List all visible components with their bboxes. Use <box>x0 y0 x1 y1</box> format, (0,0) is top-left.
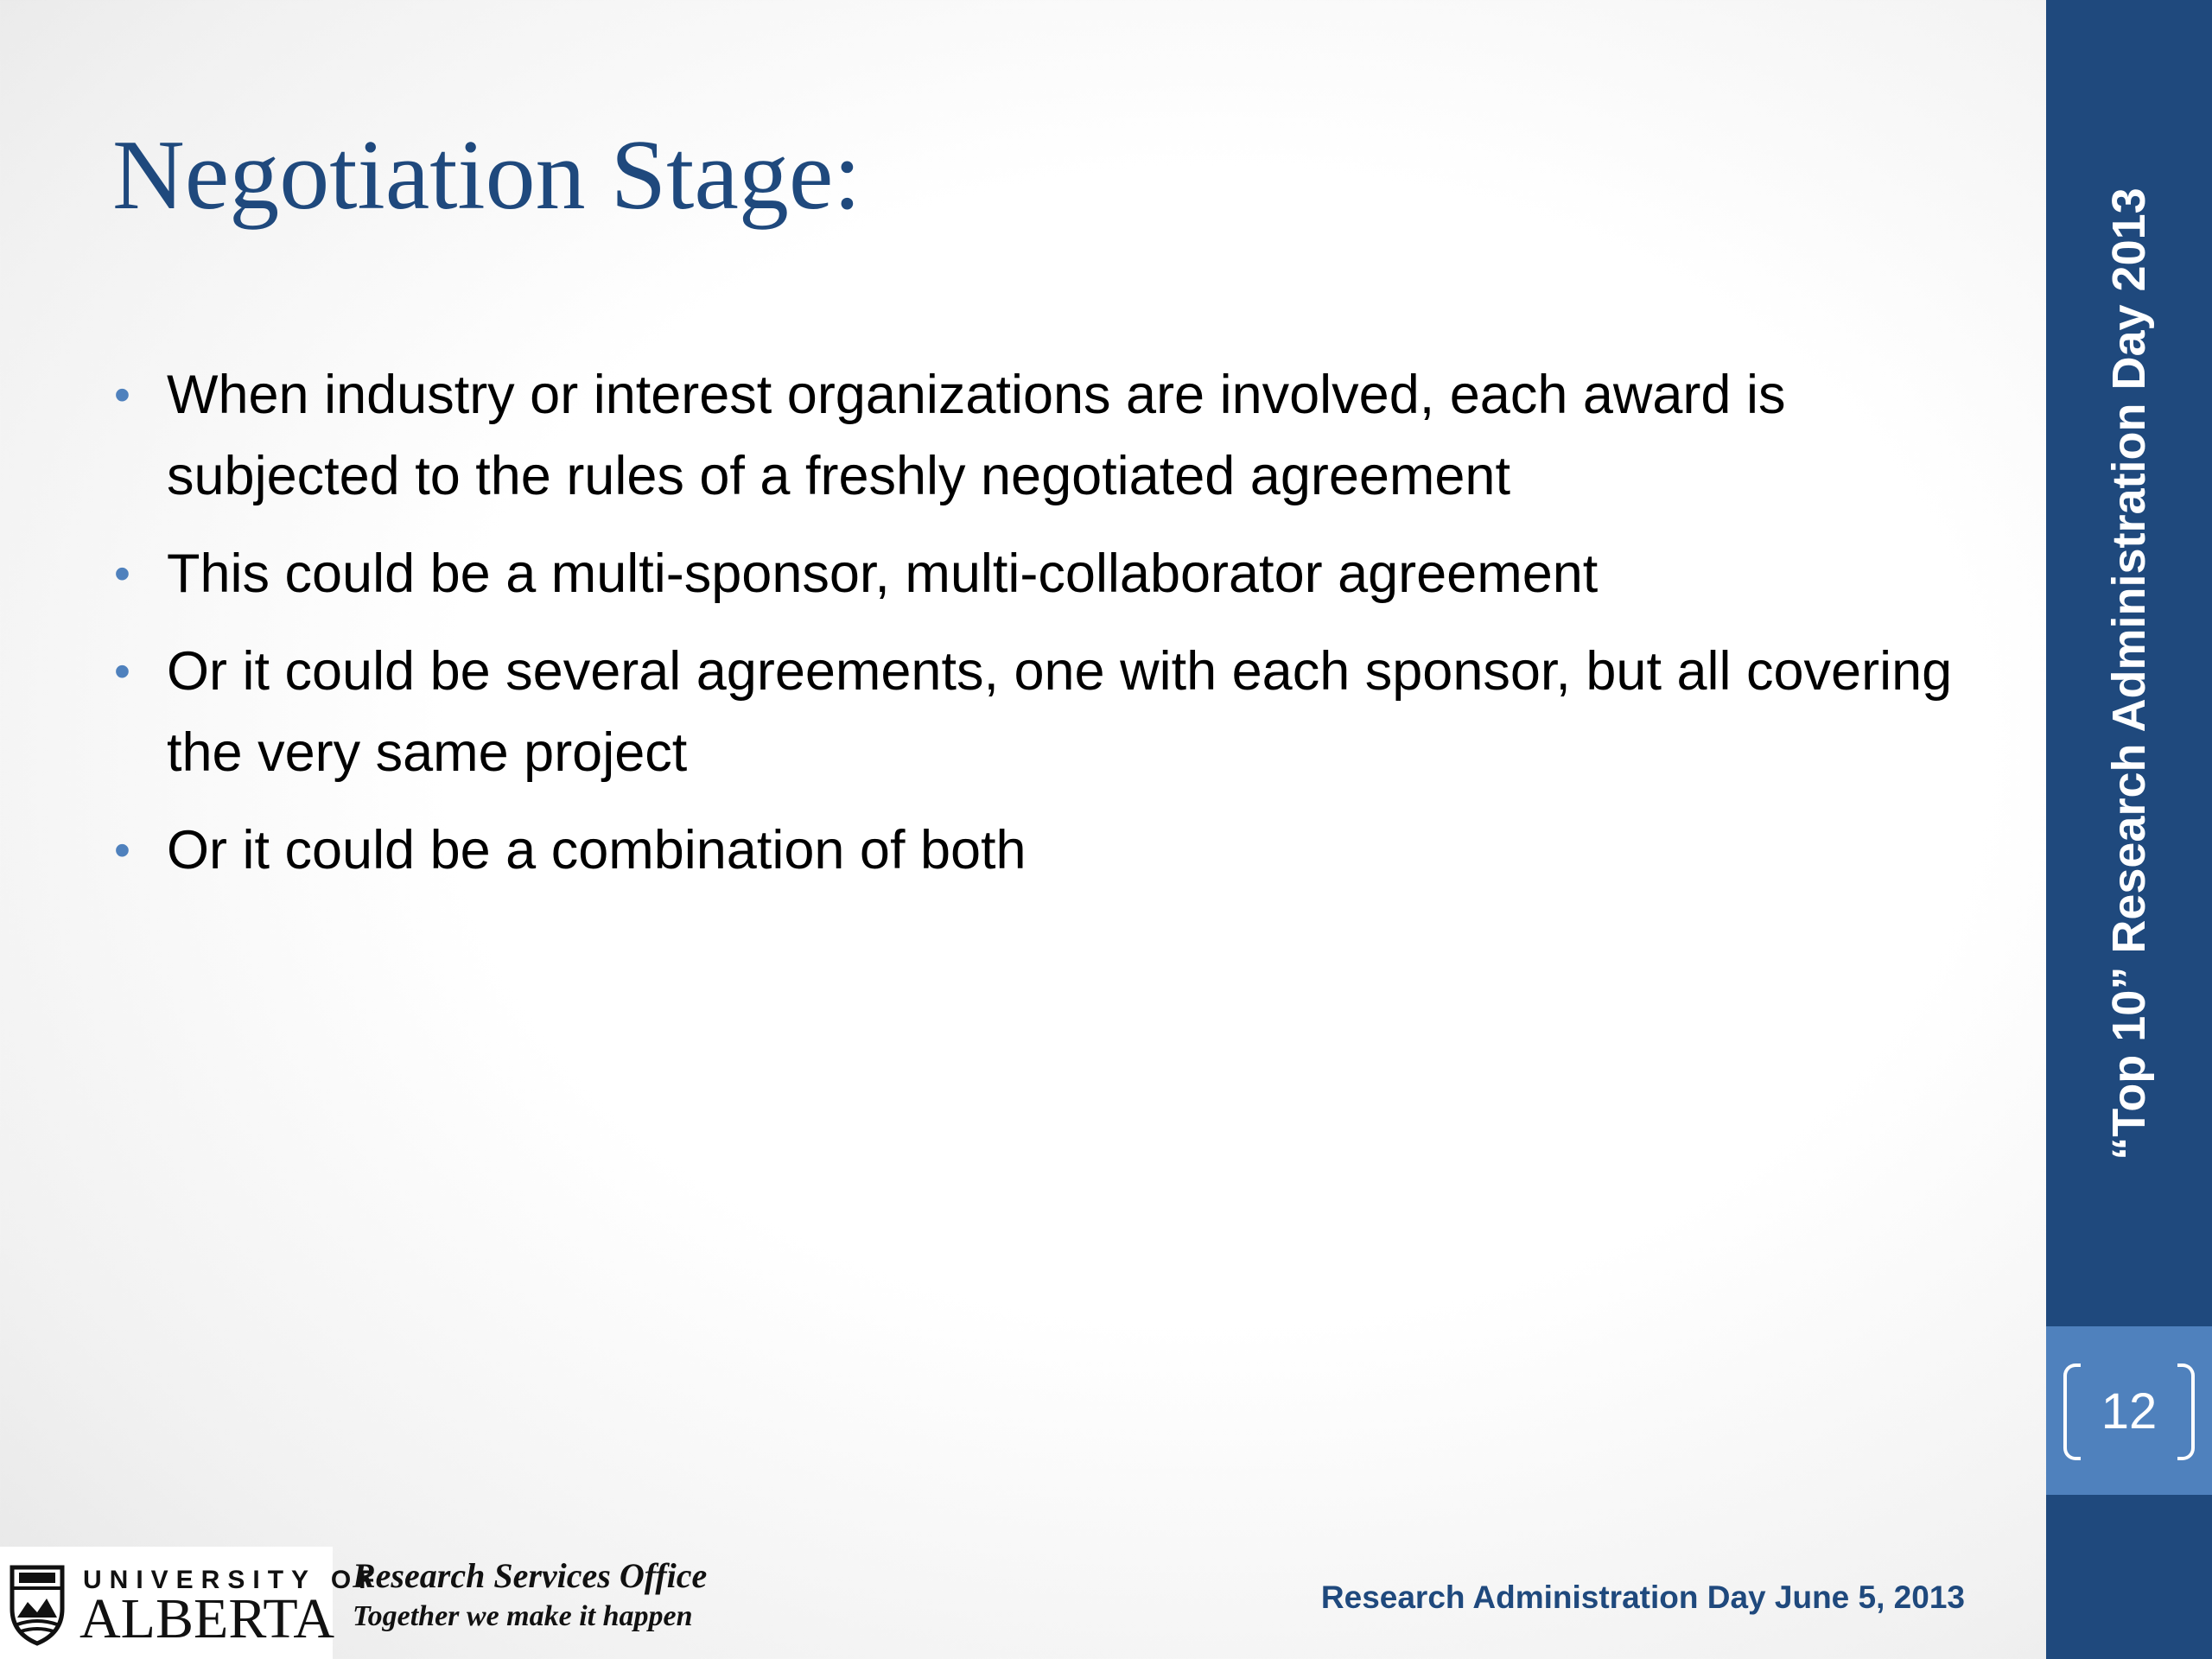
sidebar-title-container <box>2044 173 2212 1175</box>
bullet-item <box>111 533 1977 614</box>
page-number: 12 <box>2101 1383 2158 1440</box>
bullet-text: Or it could be several agreements, one with each sponsor, but all covering the very same project <box>167 641 1953 783</box>
bullet-text: This could be a multi-sponsor, multi-collaborator agreement <box>167 543 1599 604</box>
office-tagline: Together we make it happen <box>353 1600 693 1632</box>
office-name: Research Services Office <box>353 1556 708 1595</box>
bullet-icon: • <box>114 645 130 697</box>
bullet-item <box>111 810 1977 891</box>
bullet-icon: • <box>114 824 130 876</box>
bullet-icon: • <box>114 548 130 600</box>
bullet-text: Or it could be a combination of both <box>167 820 1027 880</box>
bullet-list <box>111 354 1977 907</box>
right-bracket-icon <box>2177 1363 2195 1460</box>
university-crest-icon <box>9 1564 66 1647</box>
bullet-text: When industry or interest organizations are involved, each award is subjected to the rules of a freshly negotiated agreement <box>167 365 1786 506</box>
bullet-icon: • <box>114 369 130 421</box>
sidebar-title: “Top 10” Research Administration Day 2013 <box>2103 188 2155 1160</box>
bullet-item <box>111 631 1977 793</box>
left-bracket-icon <box>2063 1363 2081 1460</box>
university-name: ALBERTA <box>79 1587 335 1650</box>
slide-title: Negotiation Stage: <box>112 120 861 231</box>
footer-event-text: Research Administration Day June 5, 2013 <box>1320 1580 1965 1615</box>
university-line: UNIVERSITY OF <box>83 1566 383 1594</box>
bullet-item <box>111 354 1977 517</box>
